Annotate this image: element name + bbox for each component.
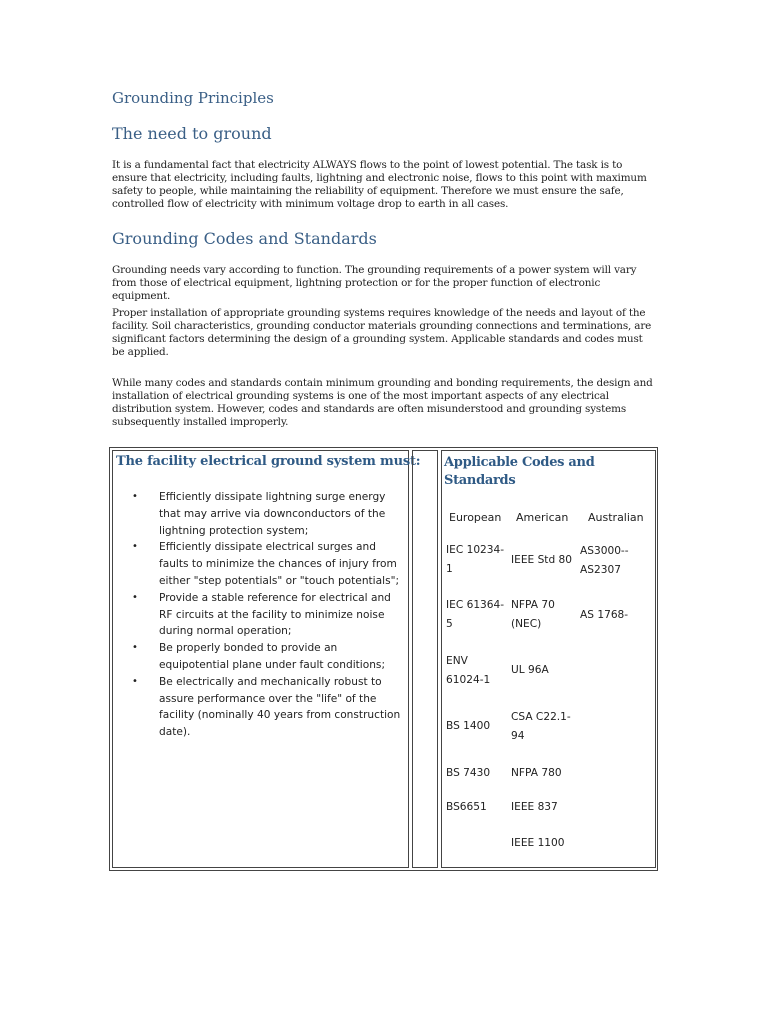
requirements-list [132,489,407,741]
heading-codes-and-standards: Grounding Codes and Standards [112,229,377,248]
code-american: NFPA 780 [511,767,562,779]
bullet-icon: • [132,642,138,654]
requirements-title: The facility electrical ground system must: [116,454,421,469]
code-american: IEEE 837 [511,801,558,813]
spacer-cell [412,450,438,868]
list-item [132,539,407,589]
column-header-european: European [449,511,502,524]
code-european: IEC 10234- 1 [446,544,505,575]
list-item [132,489,407,539]
bullet-icon: • [132,591,138,603]
code-european: BS 1400 [446,720,491,732]
list-item-text: Be electrically and mechanically robust to assure performance over the "life" of the facility (nominally 40 years from construction date). [159,675,401,739]
list-item [132,674,407,741]
list-item-text: Be properly bonded to provide an equipotential plane under fault conditions; [159,642,386,671]
paragraph-need-to-ground: It is a fundamental fact that electricity ALWAYS flows to the point of lowest potential. The task is to ensure that electricity, including faults, lightning and electronic noise, flows to this point with maximum safety to people, while maintaining the reliability of equipment. Therefore we must ensure the safe, controlled flow of electricity with minimum voltage drop to earth in all cases. [112,159,647,210]
heading-grounding-principles: Grounding Principles [112,89,274,107]
code-american: IEEE 1100 [511,837,565,849]
code-american: CSA C22.1- 94 [511,711,571,742]
paragraph-codes-1: Grounding needs vary according to function. The grounding requirements of a power system will vary from those of electrical equipment, lightning protection or for the proper function of electronic equipment. [112,264,637,302]
column-header-american: American [516,511,569,524]
paragraph-codes-2: Proper installation of appropriate grounding systems requires knowledge of the needs and layout of the facility. Soil characteristics, grounding conductor materials grounding connections and terminations, are significant factors determining the design of a grounding system. Applicable standards and codes must be applied. [112,307,652,358]
codes-title: Applicable Codes and Standards [444,455,595,488]
requirements-table [109,447,658,871]
bullet-icon: • [132,491,138,502]
code-american: NFPA 70 (NEC) [511,599,555,630]
code-american: IEEE Std 80 [511,554,573,566]
list-item-text: Provide a stable reference for electrical and RF circuits at the facility to minimize noise during normal operation; [159,591,391,638]
paragraph-codes-3: While many codes and standards contain minimum grounding and bonding requirements, the design and installation of electrical grounding systems is one of the most important aspects of any electrical distribution system. However, codes and standards are often misunderstood and grounding systems subsequently installed improperly. [112,377,653,428]
list-item-text: Efficiently dissipate electrical surges and faults to minimize the chances of injury from either "step potentials" or "touch potentials"; [159,541,400,587]
heading-need-to-ground: The need to ground [112,124,272,143]
list-item [132,640,407,674]
code-american: UL 96A [511,664,549,676]
requirements-cell [112,450,421,868]
code-australian: AS3000-- AS2307 [580,545,629,576]
code-european: IEC 61364- 5 [446,599,505,630]
code-european: BS 7430 [446,767,491,779]
list-item-text: Efficiently dissipate lightning surge energy that may arrive via downconductors of the lightning protection system; [159,491,386,537]
bullet-icon: • [132,675,138,687]
bullet-icon: • [132,541,138,553]
code-australian: AS 1768- [580,609,629,621]
codes-cell [441,450,656,868]
column-header-australian: Australian [588,511,644,524]
code-european: ENV 61024-1 [446,655,491,686]
list-item [132,590,407,640]
code-european: BS6651 [446,801,487,813]
